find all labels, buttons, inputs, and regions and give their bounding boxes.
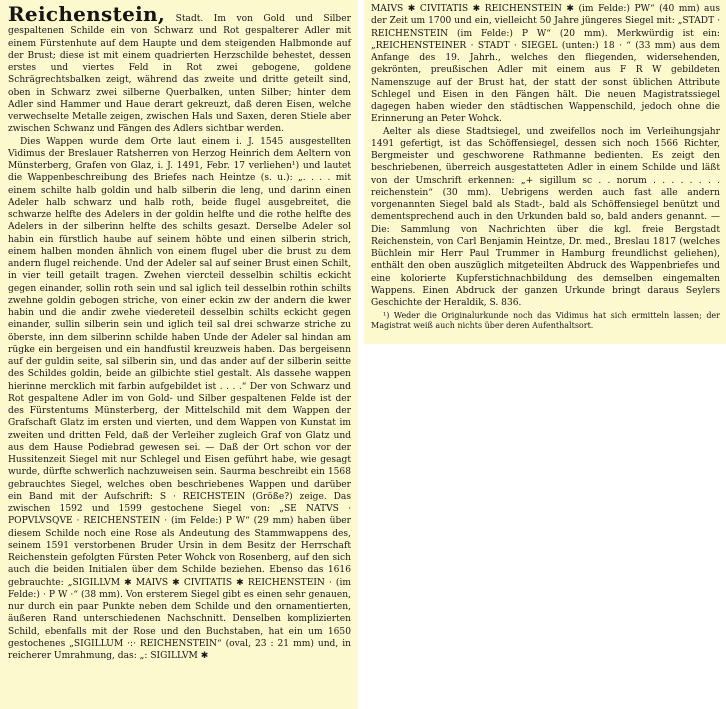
entry-paragraph-1 [8, 4, 351, 136]
entry-headword: Reichenstein, [8, 2, 166, 26]
entry-paragraph-4: Aelter als diese Stadtsiegel, und zweifellos noch im Verleihungsjahr 1491 gefertigt, ist das Schöffensiegel, dessen sich noch 1566 Richter, Bergmeister und geschworene Rathmanne bedienten. Es zeigt den beschriebenen, überreich ausgestatteten Adler in einem Schilde und läßt von der Umschrift erkennen: „+ sigillum sc . . norum . . . . . . . . reichenstein“ (30 mm). Uebrigens werden auch fast alle andern vorgenannten Siegel bald als Stadt-, bald als Schöffensiegel benützt und dementsprechend auch in den Urkunden bald so, bald anders genannt. — Die: Sammlung von Nachrichten über die kgl. freie Bergstadt Reichenstein, von Carl Benjamin Heintze, Dr. med., Breslau 1817 (welches Büchlein mir Herr Paul Trummer in Hamburg freundlichst geliehen), enthält den oben auszüglich mitgeteilten Abdruck des Wappenbriefes und eine kolorierte Kupferstichnachbildung des demselben eingemalten Wappens. Einen Abdruck der ganzen Urkunde bringt daraus Seylers Geschichte der Heraldik, S. 836. [371, 126, 720, 308]
entry-paragraph-2: Dies Wappen wurde dem Orte laut einem i. J. 1545 ausgestellten Vidimus der Breslauer Ratsherren von Herzog Heinrich dem Aeltern von Münsterberg, Grafen von Glaz, i. J. 1491, Febr. 17 verliehen¹) und lautet die Wappenbeschreibung des Briefes nach Heintze (s. u.): „. . . . mit einem schilte halb goldin und halb silberin die leng, und darinn einen Adeler halb schwarz und halb roth, beide flugel ausgebreitet, die schwarze helfte des Adelers in der goldin helfte und die rothe helfte des Adelers in der silberinn helfte des schilts gesazt. Derselbe Adeler sol habin ein fürstlich haube auf seinem höbte und einen silberin strich, einem halben monden ähnlich von einem flugel uber die brust zu dem andern flugel reichende. Und der Adeler sal auf seiner Brust einen Schilt, in vier teill getailt tragen. Zwehen viercteil desselbin schiltis eckicht gegen einander, sollin roth sein und sal iglich teil desselbin rothin schilts zwehne goldin gebogen striche, von einer eckin zw der andern die kwer habin und die andir zwehe viedereteil desselbin schilts eckicht gegen einander, sullin silberin sein und iglich teil sal drei schwarze striche zu öberste, inn dem silberinn schilde haben Unde der Adeler sal hindan am rügke ein bergeisen und ein handfustil kreuzweis haben. Das bergeisenn auf der guldin seite, sal silberin sin, und das ander auf der silberin seitte des Schildes goldin, beide an gilbichte stiel gestalt. Als dassehe wappen hierinne mercklich mit farbin aufgebildet ist . . . .“ Der von Schwarz und Rot gespaltene Adler im von Gold- und Silber gespaltenen Felde ist der des Fürstentums Münsterberg, der Mittelschild mit dem Wappen der Grafschaft Glatz im ersten und vierten, und dem Wappen von Kunstat im zweiten und dritten Feld, daß der Verleiher zugleich Graf von Glatz und aus dem Hause Podiebrad gewesen sei. — Daß der Ort schon vor der Hussitenzeit Siegel mit nur Schlegel und Eisen geführt habe, wie gesagt wurde, dürfte schwerlich nachzuweisen sein. Saurma beschreibt ein 1568 gebrauchtes Siegel, welches oben beschriebenes Wappen und darüber ein Band mit der Aufschrift: S · REICHSTEIN (Größe?) zeige. Das zwischen 1592 und 1599 gestochene Siegel von: „SE NATVS · POPVLVSQVE · REICHENSTEIN · (im Felde:) P W“ (29 mm) haben über diesem Schilde noch eine Rose als Andeutung des Stammwappens des, seinem 1591 verstorbenen Bruder Ursin in dem Besitz der Herrschaft Reichenstein gefolgten Fürsten Peter Wohck von Rosenberg, auf den sich auch die beiden Initialen über dem Schilde beziehen. Ebenso das 1616 gebrauchte: „SIGILLVM ✱ MAIVS ✱ CIVITATIS ✱ REICHENSTEIN · (im Felde:) · P W ·“ (38 mm). Von ersterem Siegel gibt es einen sehr genauen, nur durch ein paar Punkte neben dem Schilde und den ornamentierten, äußeren Rand unterschiedenen Nachschnitt. Denselben komplizierten Schild, ebenfalls mit der Rose und den Buchstaben, hat ein um 1650 gestochenes „SIGILLUM ·:· REICHENSTEIN“ (oval, 23 : 21 mm) und, in reicherer Umrahmung, das: „: SIGILLVM ✱ [8, 136, 351, 661]
entry-paragraph-3: MAIVS ✱ CIVITATIS ✱ REICHENSTEIN ✱ (im Felde:) PW“ (40 mm) aus der Zeit um 1700 und ein, vielleicht 50 Jahre jüngeres Siegel mit: „STADT · REICHENSTEIN (im Felde:) P W“ (20 mm). Merkwürdig ist ein: „REICHENSTEINER · STADT · SIEGEL (unten:) 18 · “ (33 mm) aus dem Anfange des 19. Jahrh., welches den fliegenden, widersehenden, gekrönten, preußischen Adler mit einem aus F R W gebildeten Namenszuge auf der Brust hat, der statt der sonst üblichen Attribute Schlegel und Eisen in den Fängen hält. Die neuen Magistratssiegel dagegen haben wieder den städtischen Wappenschild, jedoch ohne die Erinnerung an Peter Wohck. [371, 4, 720, 125]
left-column [0, 0, 358, 709]
footnote: ¹) Weder die Originalurkunde noch das Vidimus hat sich ermitteln lassen; der Magistrat weiß auch nichts über deren Aufenthaltsort. [371, 311, 720, 331]
entry-intro-text: Stadt. Im von Gold und Silber gespaltenen Schilde ein von Schwarz und Rot gespalterer Adler mit einem Fürstenhute auf dem Haupte und dem steigenden Halbmonde auf der Brust; diese ist mit einem quadrierten Herzschilde behestet, dessen erstes und viertes Feld in Rot zwei gebogene, goldene Schrägrechtsbalken zeigt, während das zweite und dritte geteilt sind, oben in Schwarz zwei silberne Querbalken, unten Silber; hinter dem Adler sind Hammer und Haue derart gekreuzt, daß deren Eisen, welche verwechselte Metalle zeigen, zwischen Hals und Saxen, deren Stiele aber zwischen Schwanz und Fängen des Adlers sichtbar werden. [8, 14, 351, 135]
right-column [364, 0, 726, 344]
